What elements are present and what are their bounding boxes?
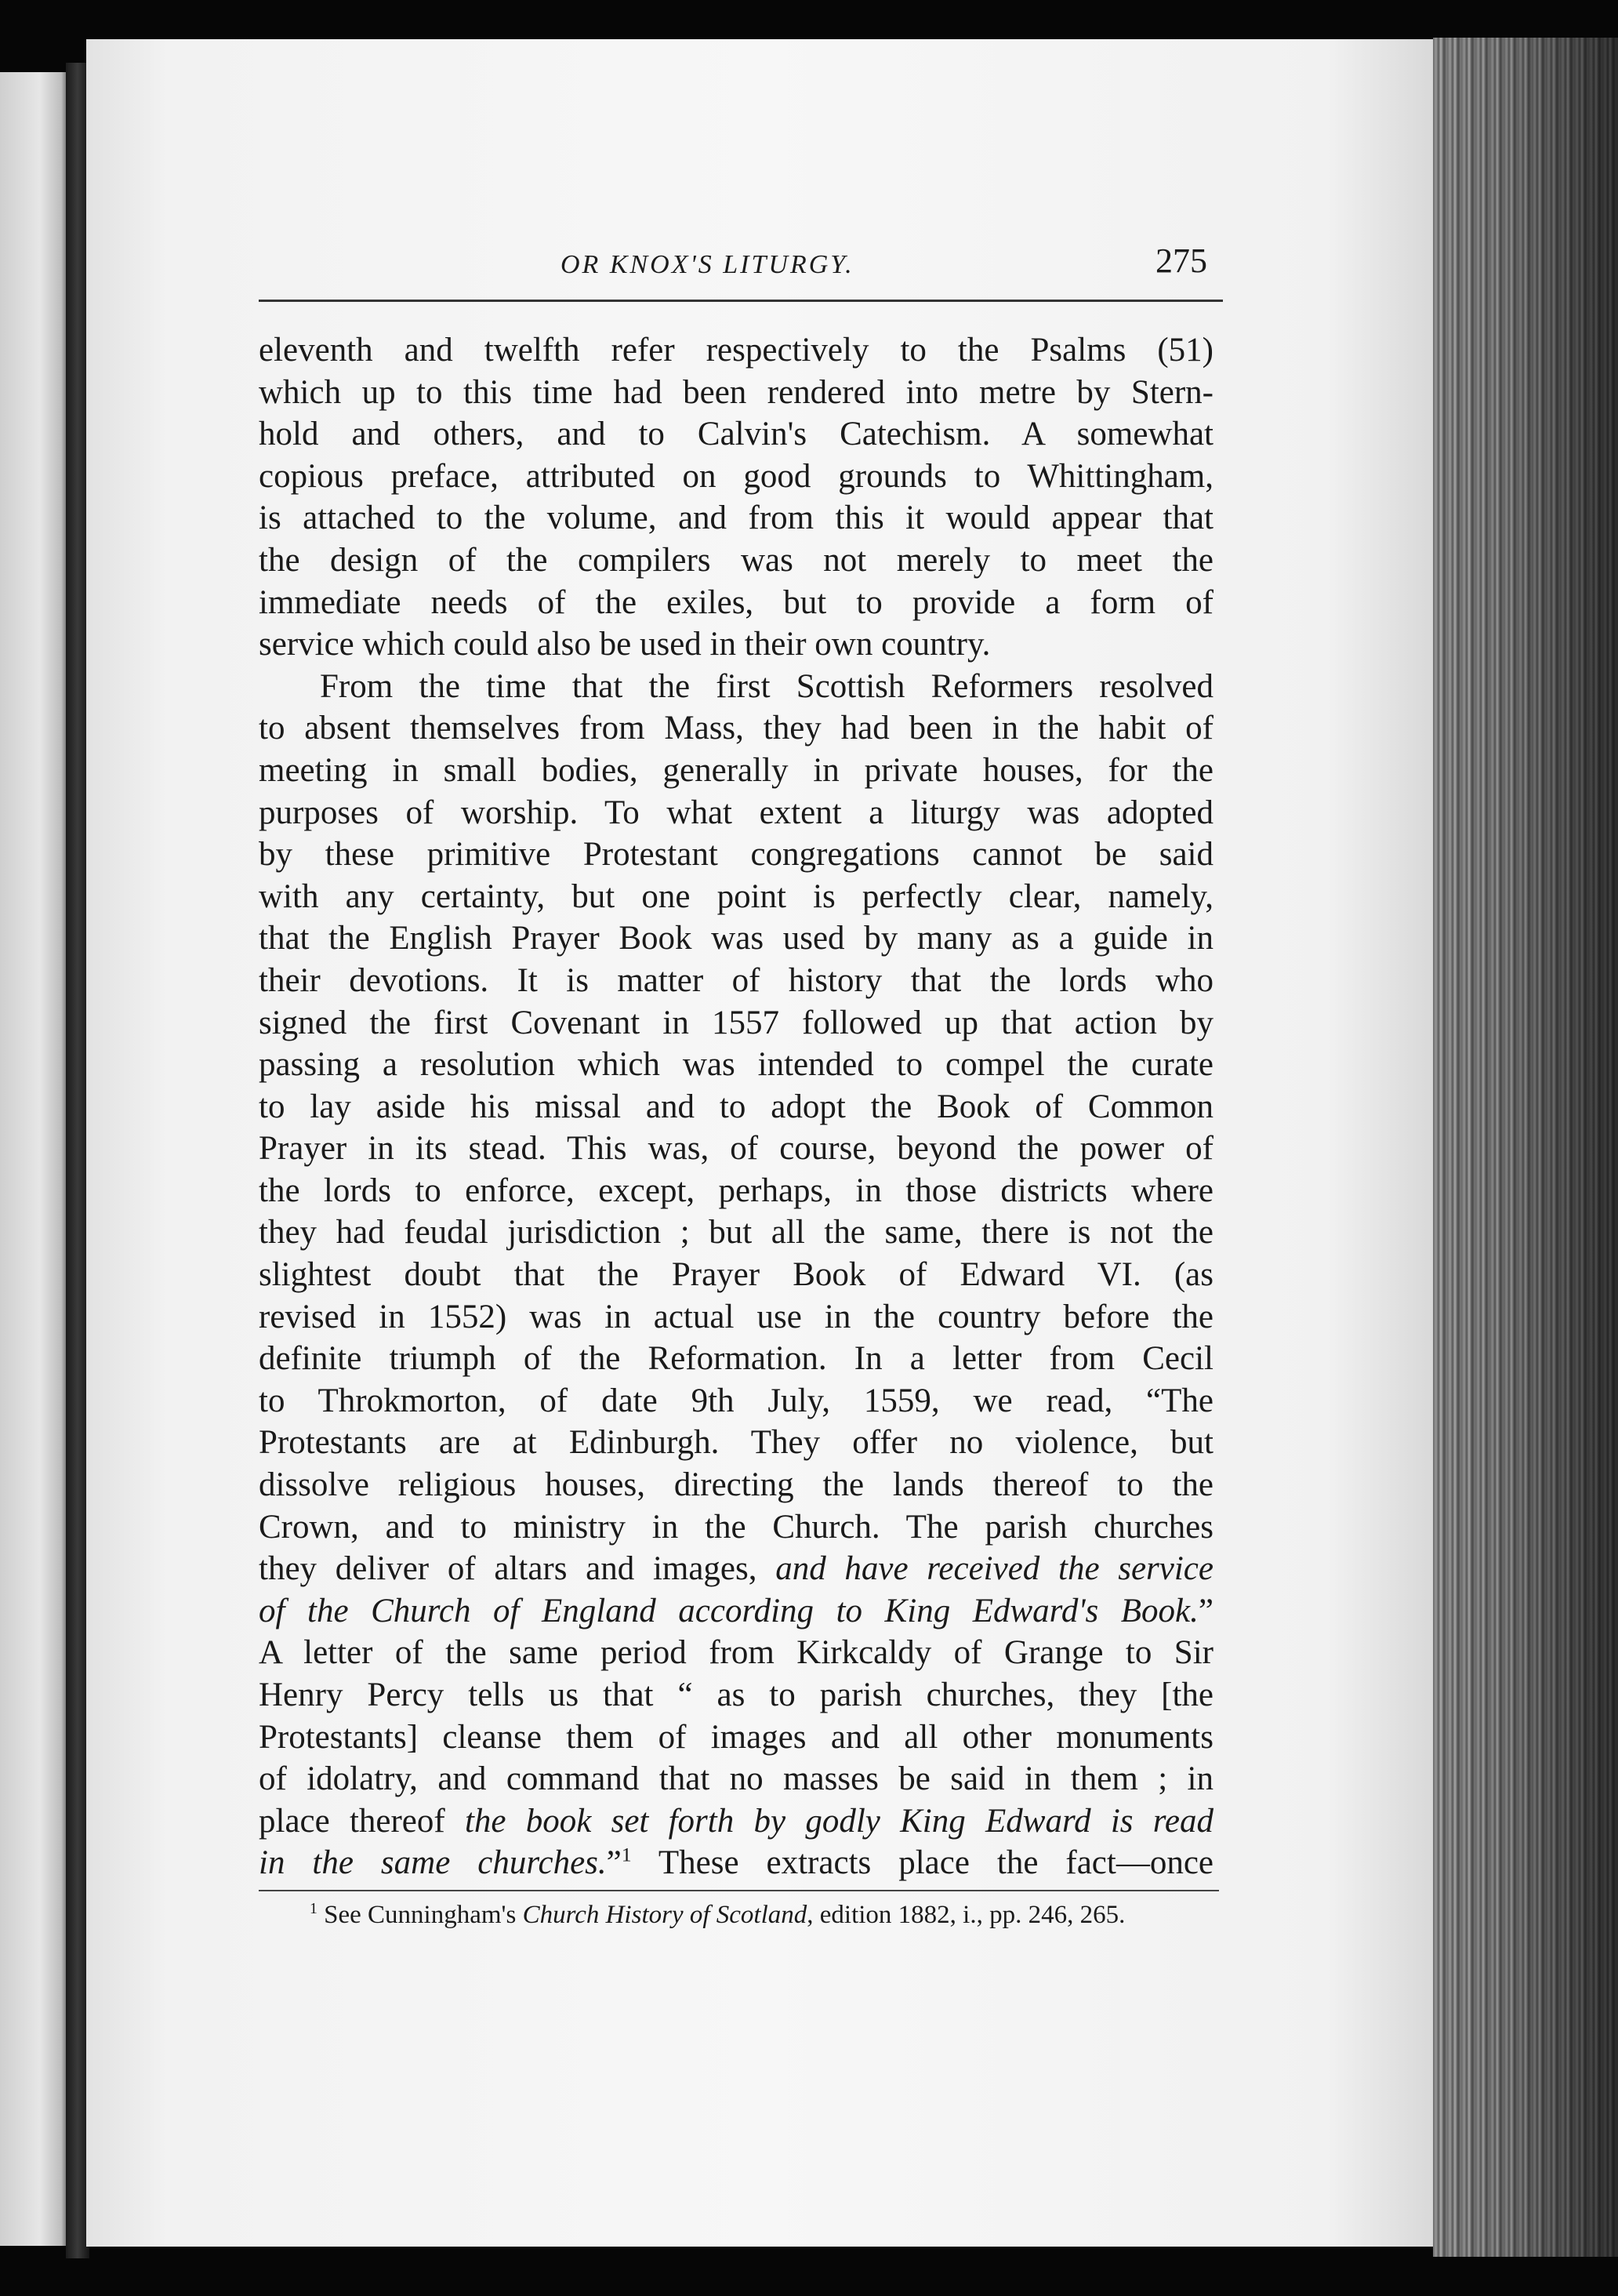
text-line: [259, 666, 1214, 708]
text-line: [259, 707, 1214, 750]
footnote-title: Church History of Scotland: [522, 1901, 807, 1929]
text-run: immediate needs of the exiles, but to provide a form of: [259, 583, 1214, 621]
text-line: [259, 1422, 1214, 1464]
text-line: [259, 329, 1214, 372]
text-run: the design of the compilers was not merely to meet the: [259, 541, 1214, 579]
text-run: purposes of worship. To what extent a liturgy was adopted: [259, 794, 1214, 831]
facing-page-edge: [0, 72, 72, 2246]
text-line: [259, 1548, 1214, 1590]
text-line: [259, 750, 1214, 792]
text-line: [259, 539, 1214, 582]
text-line: [259, 834, 1214, 876]
italic-text: and have received the service: [775, 1550, 1214, 1588]
text-line: [259, 1717, 1214, 1759]
text-run: revised in 1552) was in actual use in the country before the: [259, 1298, 1214, 1335]
text-run: From the time that the first Scottish Reformers resolved: [320, 667, 1214, 705]
text-line: [259, 1296, 1214, 1339]
text-run: Protestants are at Edinburgh. They offer no violence, but: [259, 1424, 1214, 1462]
text-line: [259, 792, 1214, 834]
text-run: meeting in small bodies, generally in private houses, for the: [259, 751, 1214, 789]
footnote-marker: 1: [310, 1900, 317, 1917]
text-line: [259, 1674, 1214, 1717]
header-rule: [259, 300, 1223, 302]
footnote-prefix: See Cunningham's: [317, 1901, 523, 1929]
text-line: [259, 1632, 1214, 1674]
text-run: ”: [606, 1844, 622, 1882]
text-run: to absent themselves from Mass, they had been in the habit of: [259, 710, 1214, 747]
text-line: [259, 1212, 1214, 1254]
text-line: [259, 1254, 1214, 1296]
text-line: [259, 1758, 1214, 1800]
body-text: [259, 329, 1214, 1884]
text-run: the lords to enforce, except, perhaps, in those districts where: [259, 1172, 1214, 1209]
page-header: [259, 239, 1207, 294]
text-line: [259, 960, 1214, 1002]
page-number: 275: [1155, 242, 1207, 280]
text-run: to lay aside his missal and to adopt the Book of Common: [259, 1088, 1214, 1125]
text-run: A letter of the same period from Kirkcaldy of Grange to Sir: [259, 1634, 1214, 1672]
text-run: copious preface, attributed on good grounds to Whittingham,: [259, 457, 1214, 495]
text-line: [259, 1128, 1214, 1170]
text-line: [259, 1170, 1214, 1212]
text-run: service which could also be used in their own country.: [259, 626, 991, 663]
text-run: by these primitive Protestant congregations cannot be said: [259, 836, 1214, 874]
text-line: [259, 623, 1214, 666]
text-run: to Throkmorton, of date 9th July, 1559, we read, “The: [259, 1382, 1214, 1419]
text-run: Henry Percy tells us that “ as to parish churches, they [the: [259, 1677, 1214, 1713]
running-head: OR KNOX'S LITURGY.: [560, 250, 854, 279]
text-line: [259, 413, 1214, 456]
footnote: [310, 1898, 1219, 1932]
text-line: [259, 372, 1214, 414]
text-line: [259, 1002, 1214, 1044]
text-line: [259, 1464, 1214, 1506]
text-line: [259, 1800, 1214, 1843]
text-line: [259, 1506, 1214, 1549]
text-line: [259, 497, 1214, 539]
text-run: of idolatry, and command that no masses be said in them ; in: [259, 1760, 1214, 1798]
text-line: [259, 582, 1214, 624]
text-line: [259, 1380, 1214, 1422]
text-line: [259, 917, 1214, 960]
text-run: eleventh and twelfth refer respectively to the Psalms (51): [259, 332, 1214, 369]
text-line: [259, 876, 1214, 918]
text-run: ”: [1198, 1592, 1214, 1629]
text-run: place thereof: [259, 1802, 465, 1840]
italic-text: in the same churches.: [259, 1844, 607, 1882]
text-run: slightest doubt that the Prayer Book of Edward VI. (as: [259, 1256, 1214, 1294]
text-line: [259, 1842, 1214, 1884]
text-run: they had feudal jurisdiction ; but all the same, there is not the: [259, 1214, 1214, 1252]
text-line: [259, 1086, 1214, 1128]
text-run: hold and others, and to Calvin's Catechism. A somewhat: [259, 416, 1214, 453]
text-line: [259, 1044, 1214, 1086]
text-run: Crown, and to ministry in the Church. The parish churches: [259, 1508, 1214, 1546]
text-run: that the English Prayer Book was used by many as a guide in: [259, 920, 1214, 957]
text-run: 1: [621, 1844, 632, 1867]
text-line: [259, 1590, 1214, 1633]
footnote-suffix: , edition 1882, i., pp. 246, 265.: [807, 1901, 1126, 1929]
text-run: These extracts place the fact—once: [631, 1844, 1214, 1882]
text-run: Prayer in its stead. This was, of course, beyond the power of: [259, 1130, 1214, 1168]
text-run: Protestants] cleanse them of images and all other monuments: [259, 1718, 1214, 1756]
text-run: they deliver of altars and images,: [259, 1550, 776, 1588]
text-run: which up to this time had been rendered into metre by Stern-: [259, 373, 1214, 411]
text-run: is attached to the volume, and from this it would appear that: [259, 500, 1214, 537]
text-run: with any certainty, but one point is perfectly clear, namely,: [259, 877, 1214, 915]
text-run: definite triumph of the Reformation. In a letter from Cecil: [259, 1340, 1214, 1378]
text-run: their devotions. It is matter of history that the lords who: [259, 961, 1214, 999]
footnote-rule: [259, 1890, 1219, 1891]
text-run: signed the first Covenant in 1557 followed up that action by: [259, 1004, 1214, 1041]
page-block-shadow: [1433, 38, 1618, 2257]
text-run: dissolve religious houses, directing the lands thereof to the: [259, 1466, 1214, 1504]
italic-text: of the Church of England according to King Edward's Book.: [259, 1592, 1199, 1629]
text-line: [259, 456, 1214, 498]
text-run: passing a resolution which was intended to compel the curate: [259, 1046, 1214, 1084]
text-line: [259, 1338, 1214, 1380]
italic-text: the book set forth by godly King Edward is read: [464, 1802, 1214, 1840]
